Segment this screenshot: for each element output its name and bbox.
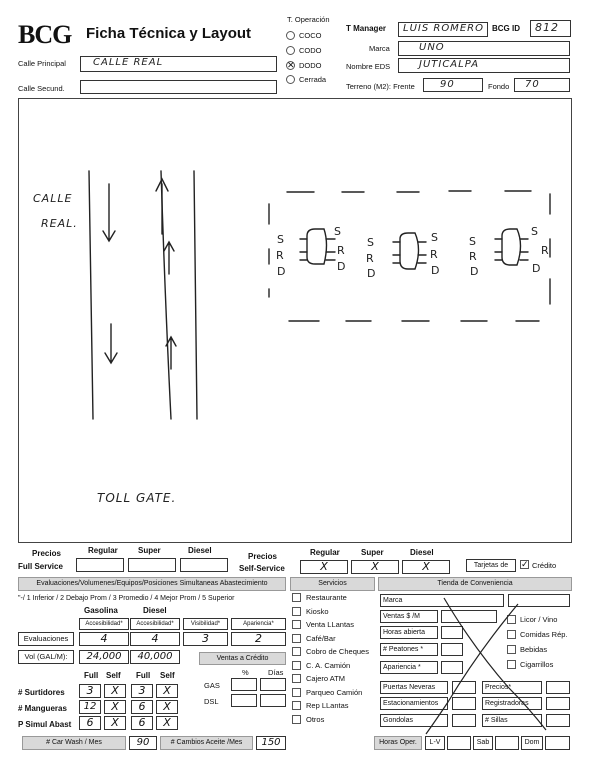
full-regular-price[interactable] [76,558,124,572]
peatones-label: # Peatones * [380,643,438,656]
dsl-dias-field[interactable] [260,694,286,707]
tienda-bar: Tienda de Conveniencia [378,577,572,591]
lv-label: L-V [425,736,445,750]
full-diesel-price[interactable] [180,558,228,572]
pct-label: % [242,668,249,677]
vol-gasolina[interactable]: 24,000 [79,650,129,664]
producto-label-2: Bebidas [520,645,548,654]
bcg-id-field[interactable]: 812 [530,20,571,37]
bcg-logo: BCG [18,20,72,49]
pump1-letter-d-left: D [277,265,286,278]
precios-self-label-2: Self-Service [239,564,285,573]
fondo-label: Fondo [488,82,510,91]
estacionamientos-label: Estacionamientos [380,697,448,710]
full-col-super: Super [138,546,161,555]
marca-field[interactable]: UNO [398,41,570,56]
ventas-credito-bar: Ventas a Crédito [199,652,286,665]
mangueras-label: # Mangueras [18,704,67,713]
pump3-letter-s-left: S [469,235,476,248]
servicio-checkbox-2[interactable] [292,620,301,629]
producto-checkbox-0[interactable] [507,615,516,624]
sab-label: Sab [473,736,493,750]
apariencia-tienda-label: Apariencia * [380,661,438,674]
apariencia-header: Apariencia* [231,618,286,630]
credito-checkbox[interactable]: ✓ [521,559,529,569]
surtidores-gas-full[interactable]: 3 [79,684,101,698]
terreno-label: Terreno (M2): Frente [346,82,415,91]
tienda-marca[interactable]: Marca [380,594,504,607]
producto-checkbox-3[interactable] [507,660,516,669]
t-manager-label: T Manager [346,24,387,33]
servicio-checkbox-3[interactable] [292,634,301,643]
surtidores-dsl-full[interactable]: 3 [131,684,153,698]
pump1-letter-r-right: R [337,244,345,257]
servicio-label-8: Rep LLantas [306,701,349,710]
layout-sketch [19,99,571,542]
full-col-diesel: Diesel [188,546,212,555]
dias-label: Días [268,668,284,677]
puertas-neveras-field[interactable] [452,681,476,694]
surtidores-dsl-self[interactable]: X [156,684,178,698]
gondolas-field[interactable] [452,714,476,727]
pump3-letter-r-left: R [469,250,477,263]
servicio-label-4: Cobro de Cheques [306,647,369,656]
dsl-pct-field[interactable] [231,694,257,707]
dsl-label: DSL [204,697,219,706]
full-col-regular: Regular [88,546,118,555]
self-diesel-price[interactable]: X [402,560,450,574]
pump2-letter-s-right: S [431,231,438,244]
ventas-field[interactable] [441,610,497,623]
simul-dsl-self[interactable]: X [156,716,178,730]
registradoras-field[interactable] [546,697,570,710]
producto-label-1: Comidas Rép. [520,630,568,639]
servicio-label-5: C. A. Camión [306,660,351,670]
servicio-label-7: Parqueo Camión [306,687,363,697]
radio-codo[interactable] [286,46,295,55]
registradoras-label: Registradoras [482,697,542,710]
servicio-label-0: Restaurante [306,593,347,602]
gasolina-label: Gasolina [84,606,118,615]
sillas-label: # Sillas [482,714,542,727]
servicio-checkbox-4[interactable] [292,647,301,656]
evaluaciones-bar: Evaluaciones/Volumenes/Equipos/Posiciones Simultaneas Abastecimiento [18,577,286,591]
gas-pct-field[interactable] [231,678,257,691]
precios-tienda-field[interactable] [546,681,570,694]
pump2-letter-s-left: S [367,236,374,249]
ventas-label: Ventas $ /M [380,610,438,623]
mangueras-gas-self[interactable]: X [104,700,126,714]
radio-coco[interactable] [286,31,295,40]
nombre-eds-field[interactable]: JUTICALPA [398,58,570,73]
calle-secund-field[interactable] [80,80,277,94]
visibilidad-header: Visibilidad* [183,618,228,630]
t-operacion-label: T. Operación [287,15,330,24]
peatones-field[interactable] [441,643,463,656]
precios-full-label-2: Full Service [18,562,63,571]
self-header-gas: Self [106,671,121,680]
pump1-letter-r-left: R [276,249,284,262]
producto-checkbox-1[interactable] [507,630,516,639]
mangueras-gas-full[interactable]: 12 [79,700,101,714]
fondo-field[interactable]: 70 [514,78,570,92]
pump1-letter-s-right: S [334,225,341,238]
simul-dsl-full[interactable]: 6 [131,716,153,730]
diesel-accesibilidad-header: Accesibilidad* [130,618,180,630]
gondolas-label: Gondolas [380,714,448,727]
servicio-checkbox-0[interactable] [292,593,301,602]
calle-principal-label: Calle Principal [18,59,66,68]
servicio-label-1: Kiosko [306,606,329,616]
servicio-label-9: Otros [306,714,325,724]
diesel-label: Diesel [143,606,167,615]
servicios-bar: Servicios [290,577,375,591]
servicio-label-6: Cajero ATM [306,674,346,683]
surtidores-label: # Surtidores [18,688,65,697]
sab-field[interactable] [495,736,519,750]
pump3-letter-d-right: D [532,262,541,275]
eval-apariencia[interactable]: 2 [231,632,286,646]
apariencia-tienda-field[interactable] [441,661,463,674]
pump2-letter-r-left: R [366,252,374,265]
horas-abierta-label: Horas abierta [380,626,438,639]
eval-diesel-accesibilidad[interactable]: 4 [130,632,180,646]
pump2-letter-d-left: D [367,267,376,280]
pump2-letter-r-right: R [430,248,438,261]
t-manager-field[interactable]: LUIS ROMERO [398,22,488,37]
self-header-dsl: Self [160,671,175,680]
pump1-letter-d-right: D [337,260,346,273]
marca-label: Marca [369,44,390,53]
horas-abierta-field[interactable] [441,626,463,639]
simul-gas-self[interactable]: X [104,716,126,730]
simul-gas-full[interactable]: 6 [79,716,101,730]
credito-label: Crédito [532,561,557,570]
eval-visibilidad[interactable]: 3 [183,632,228,646]
surtidores-gas-self[interactable]: X [104,684,126,698]
producto-label-3: Cigarrillos [520,660,554,669]
pump2-letter-d-right: D [431,264,440,277]
terreno-frente-field[interactable]: 90 [423,78,483,92]
cambios-aceite-label: # Cambios Aceite /Mes [160,736,253,750]
radio-cerrada-label: Cerrada [299,75,327,84]
pump3-letter-d-left: D [470,265,479,278]
estacionamientos-field[interactable] [452,697,476,710]
layout-sketch-area [18,98,572,543]
vol-diesel[interactable]: 40,000 [130,650,180,664]
radio-dodo[interactable]: ✕ [287,60,295,70]
precios-self-label-1: Precios [248,552,277,561]
pump3-letter-s-right: S [531,225,538,238]
producto-checkbox-2[interactable] [507,645,516,654]
radio-codo-label: CODO [299,46,322,55]
pump1-letter-s-left: S [277,233,284,246]
full-header-dsl: Full [136,671,151,680]
servicio-checkbox-5[interactable] [292,661,301,670]
gas-label: GAS [204,681,220,690]
servicio-checkbox-9[interactable] [292,715,301,724]
vol-label-box: Vol (GAL/M): [18,650,74,664]
calle-principal-field[interactable]: CALLE REAL [80,56,277,72]
servicio-label-2: Venta LLantas [306,620,354,629]
street-label-real: REAL. [41,217,78,230]
precios-full-label-1: Precios [32,549,61,558]
radio-cerrada[interactable] [286,75,295,84]
page-title: Ficha Técnica y Layout [86,25,252,42]
servicio-checkbox-8[interactable] [292,701,301,710]
simul-label: P Simul Abast [18,720,72,729]
mangueras-dsl-self[interactable]: X [156,700,178,714]
mangueras-dsl-full[interactable]: 6 [131,700,153,714]
full-super-price[interactable] [128,558,176,572]
dom-field[interactable] [545,736,570,750]
cambios-aceite-field[interactable]: 150 [256,736,286,750]
dom-label: Dom [521,736,543,750]
producto-label-0: Licor / Vino [520,615,558,624]
tarjetas-label-box: Tarjetas de [466,559,516,572]
self-col-regular: Regular [310,548,340,557]
puertas-neveras-label: Puertas Neveras [380,681,448,694]
gas-dias-field[interactable] [260,678,286,691]
self-regular-price[interactable]: X [300,560,348,574]
street-label-calle: CALLE [33,192,73,205]
servicio-checkbox-7[interactable] [292,688,301,697]
evaluation-scale-text: "-/ 1 Inferior / 2 Debajo Prom / 3 Promedio / 4 Mejor Prom / 5 Superior [18,595,235,602]
car-wash-label: # Car Wash / Mes [22,736,126,750]
toll-gate-label: TOLL GATE. [97,491,177,505]
radio-coco-label: COCO [299,31,322,40]
servicio-label-3: Café/Bar [306,633,336,643]
pump3-letter-r-right: R [541,244,549,257]
servicio-checkbox-6[interactable] [292,674,301,683]
tienda-productos-field[interactable] [508,594,570,607]
full-header-gas: Full [84,671,99,680]
evaluaciones-label-box: Evaluaciones [18,632,74,646]
bcg-id-label: BCG ID [492,24,520,33]
self-col-super: Super [361,548,384,557]
eval-gasolina-accesibilidad[interactable]: 4 [79,632,129,646]
nombre-eds-label: Nombre EDS [346,62,391,71]
servicio-checkbox-1[interactable] [292,607,301,616]
precios-tienda-label: Precios* [482,681,542,694]
car-wash-field[interactable]: 90 [129,736,157,750]
self-col-diesel: Diesel [410,548,434,557]
gasolina-accesibilidad-header: Accesibilidad* [79,618,129,630]
lv-field[interactable] [447,736,471,750]
calle-secund-label: Calle Secund. [18,84,65,93]
self-super-price[interactable]: X [351,560,399,574]
radio-dodo-label: DODO [299,61,322,70]
horas-oper-label: Horas Oper. [374,736,422,750]
sillas-field[interactable] [546,714,570,727]
